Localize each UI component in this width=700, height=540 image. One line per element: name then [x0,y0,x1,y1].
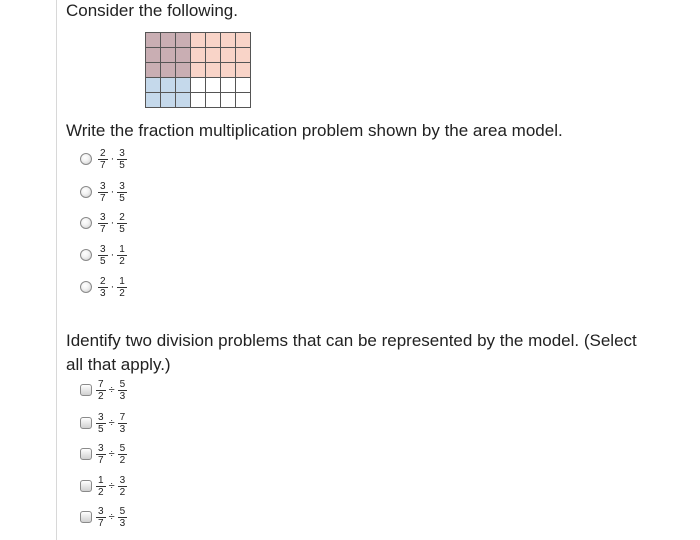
checkbox[interactable] [80,384,92,396]
page-title: Consider the following. [66,1,238,20]
grid-cell-peach [236,33,251,48]
grid-cell-white [236,78,251,93]
fraction-b: $\frac{3}{5}$ [119,147,125,171]
grid-cell-peach [221,33,236,48]
q2-option-5[interactable] [80,504,127,530]
grid-cell-peach [206,63,221,78]
grid-cell-blue [161,78,176,93]
q1-option-3[interactable] [80,210,127,236]
area-model-grid [145,32,251,108]
q1-option-4[interactable] [80,242,127,268]
q1-option-5[interactable] [80,274,127,300]
q2-option-3[interactable] [80,441,127,467]
fraction-a: $\frac{3}{7}$ [98,442,104,466]
grid-cell-peach [221,48,236,63]
grid-cell-mauve [161,33,176,48]
radio-button[interactable] [80,281,92,293]
grid-cell-blue [176,78,191,93]
grid-cell-blue [161,93,176,108]
fraction-b: $\frac{7}{3}$ [119,411,126,435]
q2-option-4[interactable] [80,473,127,499]
checkbox[interactable] [80,417,92,429]
checkbox[interactable] [80,448,92,460]
grid-cell-white [236,93,251,108]
grid-cell-white [221,93,236,108]
grid-cell-blue [146,78,161,93]
grid-cell-white [206,78,221,93]
operator: ÷ [108,480,115,492]
grid-cell-mauve [176,33,191,48]
fraction-a: $\frac{2}{7}$ [100,147,106,171]
operator: · [110,217,115,229]
operator: · [110,281,115,293]
grid-cell-peach [221,63,236,78]
grid-cell-blue [146,93,161,108]
q1-option-2[interactable] [80,179,127,205]
operator: ÷ [108,417,115,429]
grid-cell-peach [191,63,206,78]
operator: · [110,153,115,165]
grid-cell-mauve [176,63,191,78]
fraction-b: $\frac{5}{3}$ [119,505,126,529]
fraction-a: $\frac{3}{5}$ [100,243,106,267]
fraction-a: $\frac{3}{5}$ [98,411,104,435]
fraction-a: $\frac{3}{7}$ [100,211,106,235]
operator: ÷ [108,511,115,523]
fraction-a: $\frac{7}{2}$ [98,378,104,402]
fraction-b: $\frac{1}{2}$ [119,243,125,267]
grid-cell-white [191,93,206,108]
grid-cell-mauve [161,48,176,63]
operator: ÷ [108,448,115,460]
grid-cell-peach [206,48,221,63]
checkbox[interactable] [80,480,92,492]
grid-cell-blue [176,93,191,108]
operator: · [110,249,115,261]
fraction-a: $\frac{2}{3}$ [100,275,106,299]
grid-cell-peach [191,48,206,63]
grid-cell-mauve [146,33,161,48]
q2-option-1[interactable] [80,377,127,403]
grid-cell-mauve [146,63,161,78]
grid-cell-white [221,78,236,93]
fraction-a: $\frac{3}{7}$ [100,180,106,204]
fraction-b: $\frac{1}{2}$ [119,275,125,299]
fraction-b: $\frac{2}{5}$ [119,211,125,235]
question1-prompt: Write the fraction multiplication problem shown by the area model. [66,121,563,140]
q2-option-2[interactable] [80,410,127,436]
fraction-a: $\frac{1}{2}$ [98,474,104,498]
fraction-b: $\frac{3}{2}$ [119,474,126,498]
grid-cell-mauve [161,63,176,78]
radio-button[interactable] [80,186,92,198]
grid-cell-white [191,78,206,93]
radio-button[interactable] [80,249,92,261]
left-divider [56,0,57,540]
question2-prompt-line1: Identify two division problems that can be represented by the model. (Select [66,331,637,350]
radio-button[interactable] [80,217,92,229]
fraction-b: $\frac{5}{3}$ [119,378,126,402]
operator: ÷ [108,384,115,396]
grid-cell-peach [236,63,251,78]
grid-cell-mauve [146,48,161,63]
fraction-b: $\frac{3}{5}$ [119,180,125,204]
fraction-b: $\frac{5}{2}$ [119,442,126,466]
grid-cell-peach [191,33,206,48]
operator: · [110,186,115,198]
grid-cell-white [206,93,221,108]
q1-option-1[interactable] [80,146,127,172]
fraction-a: $\frac{3}{7}$ [98,505,104,529]
grid-cell-peach [206,33,221,48]
grid-cell-mauve [176,48,191,63]
question2-prompt-line2: all that apply.) [66,355,171,374]
radio-button[interactable] [80,153,92,165]
checkbox[interactable] [80,511,92,523]
grid-cell-peach [236,48,251,63]
